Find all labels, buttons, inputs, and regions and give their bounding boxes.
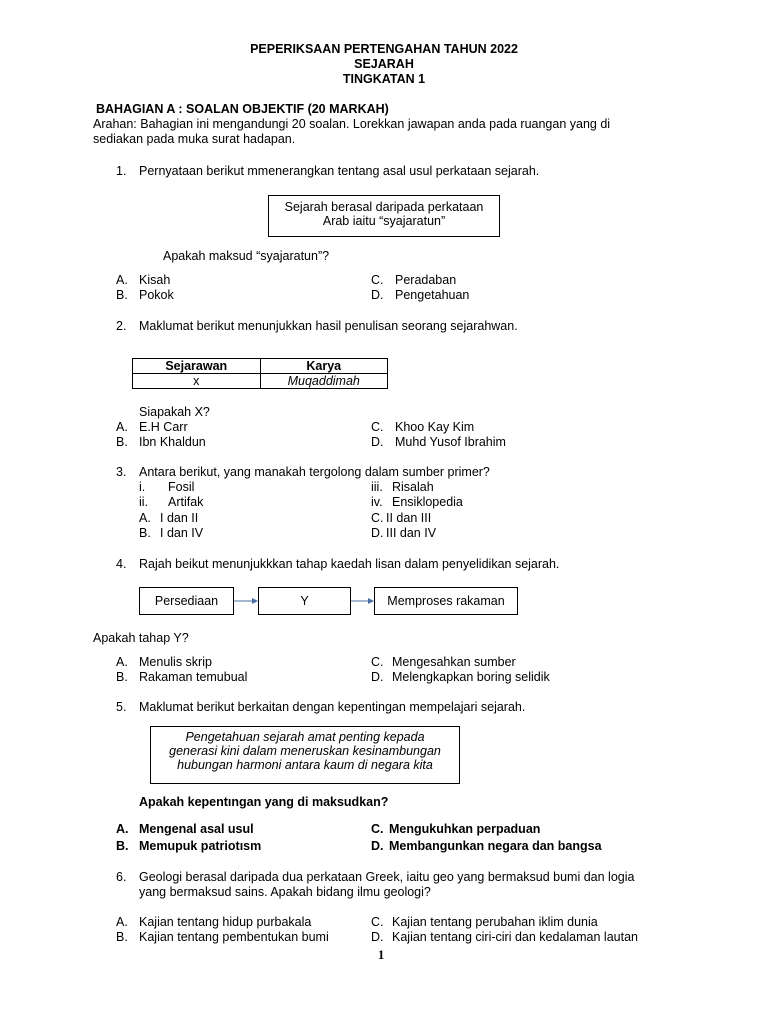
question-prompt: Apakah kepentıngan yang di maksudkan?: [139, 795, 389, 809]
option-text: Mengesahkan sumber: [392, 655, 516, 669]
option-text: E.H Carr: [139, 420, 188, 434]
option-label: C.: [371, 511, 384, 525]
option-label: A.: [116, 655, 128, 669]
option-label: D.: [371, 930, 384, 944]
option-text: II dan III: [386, 511, 432, 525]
option-label: B.: [116, 670, 128, 684]
option-label: A.: [116, 273, 128, 287]
option-label: B.: [139, 526, 151, 540]
info-box-line: hubungan harmoni antara kaum di negara kita: [177, 758, 433, 772]
item-text: Artifak: [168, 495, 204, 509]
item-label: iv.: [371, 495, 383, 509]
question-stem: Antara berikut, yang manakah tergolong dalam sumber primer?: [139, 465, 490, 479]
option-text: Pengetahuan: [395, 288, 470, 302]
subject-title: SEJARAH: [354, 57, 414, 71]
info-box-line: Pengetahuan sejarah amat penting kepada: [185, 730, 425, 744]
option-text: Peradaban: [395, 273, 457, 287]
option-label: D.: [371, 839, 384, 853]
option-label: A.: [116, 915, 128, 929]
option-text: Rakaman temubual: [139, 670, 248, 684]
question-number: 4.: [116, 557, 127, 571]
table-header: Sejarawan: [133, 359, 261, 374]
option-label: D.: [371, 670, 384, 684]
exam-title: PEPERIKSAAN PERTENGAHAN TAHUN 2022: [250, 42, 518, 56]
question-number: 6.: [116, 870, 127, 884]
option-text: Kajian tentang ciri-ciri dan kedalaman lautan: [392, 930, 638, 944]
option-label: B.: [116, 930, 128, 944]
question-prompt: Apakah maksud “syajaratun”?: [163, 249, 330, 263]
info-box-line: Arab iaitu “syajaratun”: [322, 214, 446, 228]
item-text: Risalah: [392, 480, 434, 494]
form-title: TINGKATAN 1: [342, 72, 426, 86]
option-text: Kajian tentang pembentukan bumi: [139, 930, 329, 944]
question-stem: Pernyataan berikut mmenerangkan tentang asal usul perkataan sejarah.: [139, 164, 540, 178]
writer-table: [132, 358, 388, 389]
option-label: C.: [371, 822, 384, 836]
option-text: Memupuk patriotısm: [139, 839, 262, 853]
option-label: C.: [371, 420, 384, 434]
option-label: D.: [371, 526, 384, 540]
option-text: Membangunkan negara dan bangsa: [389, 839, 602, 853]
option-label: C.: [371, 273, 384, 287]
option-label: A.: [116, 420, 128, 434]
option-text: Kisah: [139, 273, 171, 287]
question-prompt: Apakah tahap Y?: [93, 631, 189, 645]
option-text: Mengukuhkan perpaduan: [389, 822, 541, 836]
flow-step-label: Memproses rakaman: [387, 594, 505, 608]
table-cell: Muqaddimah: [260, 374, 388, 389]
question-number: 5.: [116, 700, 127, 714]
option-label: B.: [116, 288, 128, 302]
table-cell: x: [133, 374, 261, 389]
question-stem: Rajah beikut menunjukkkan tahap kaedah lisan dalam penyelidikan sejarah.: [139, 557, 560, 571]
item-text: Ensiklopedia: [392, 495, 463, 509]
info-box-line: Sejarah berasal daripada perkataan: [284, 200, 484, 214]
option-text: Pokok: [139, 288, 174, 302]
option-text: Kajian tentang perubahan iklim dunia: [392, 915, 598, 929]
option-label: A.: [116, 822, 129, 836]
instruction-line-2: sediakan pada muka surat hadapan.: [93, 132, 296, 146]
option-text: Menulis skrip: [139, 655, 212, 669]
flow-step-3: [374, 587, 518, 615]
question-stem: yang bermaksud sains. Apakah bidang ilmu geologi?: [139, 885, 431, 899]
arrow-right-icon: [351, 595, 375, 607]
info-box-line: generasi kini dalam meneruskan kesinambungan: [169, 744, 441, 758]
option-label: D.: [371, 435, 384, 449]
flow-step-1: [139, 587, 234, 615]
option-text: Muhd Yusof Ibrahim: [395, 435, 506, 449]
flow-step-2: [258, 587, 351, 615]
instruction-line-1: Arahan: Bahagian ini mengandungi 20 soalan. Lorekkan jawapan anda pada ruangan yang di: [93, 117, 611, 131]
option-text: Khoo Kay Kim: [395, 420, 475, 434]
item-label: iii.: [371, 480, 383, 494]
flow-step-label: Persediaan: [154, 594, 219, 608]
page-number: 1: [378, 948, 385, 962]
arrow-right-icon: [234, 595, 259, 607]
question-number: 3.: [116, 465, 127, 479]
option-text: III dan IV: [386, 526, 437, 540]
option-label: A.: [139, 511, 151, 525]
question-number: 2.: [116, 319, 127, 333]
item-label: ii.: [139, 495, 149, 509]
option-label: B.: [116, 839, 129, 853]
item-text: Fosil: [168, 480, 195, 494]
option-text: Kajian tentang hidup purbakala: [139, 915, 312, 929]
section-title: BAHAGIAN A : SOALAN OBJEKTIF (20 MARKAH): [96, 102, 389, 116]
info-box: [268, 195, 500, 237]
option-label: D.: [371, 288, 384, 302]
flow-step-label: Y: [300, 594, 309, 608]
option-text: Ibn Khaldun: [139, 435, 206, 449]
question-stem: Maklumat berikut berkaitan dengan kepentingan mempelajari sejarah.: [139, 700, 526, 714]
table-header: Karya: [260, 359, 388, 374]
question-stem: Geologi berasal daripada dua perkataan Greek, iaitu geo yang bermaksud bumi dan logia: [139, 870, 635, 884]
option-label: C.: [371, 655, 384, 669]
question-stem: Maklumat berikut menunjukkan hasil penulisan seorang sejarahwan.: [139, 319, 518, 333]
option-text: I dan IV: [160, 526, 204, 540]
question-number: 1.: [116, 164, 127, 178]
option-text: I dan II: [160, 511, 199, 525]
option-label: C.: [371, 915, 384, 929]
question-prompt: Siapakah X?: [139, 405, 210, 419]
option-label: B.: [116, 435, 128, 449]
option-text: Mengenal asal usul: [139, 822, 254, 836]
item-label: i.: [139, 480, 146, 494]
option-text: Melengkapkan boring selidik: [392, 670, 550, 684]
info-box: [150, 726, 460, 784]
